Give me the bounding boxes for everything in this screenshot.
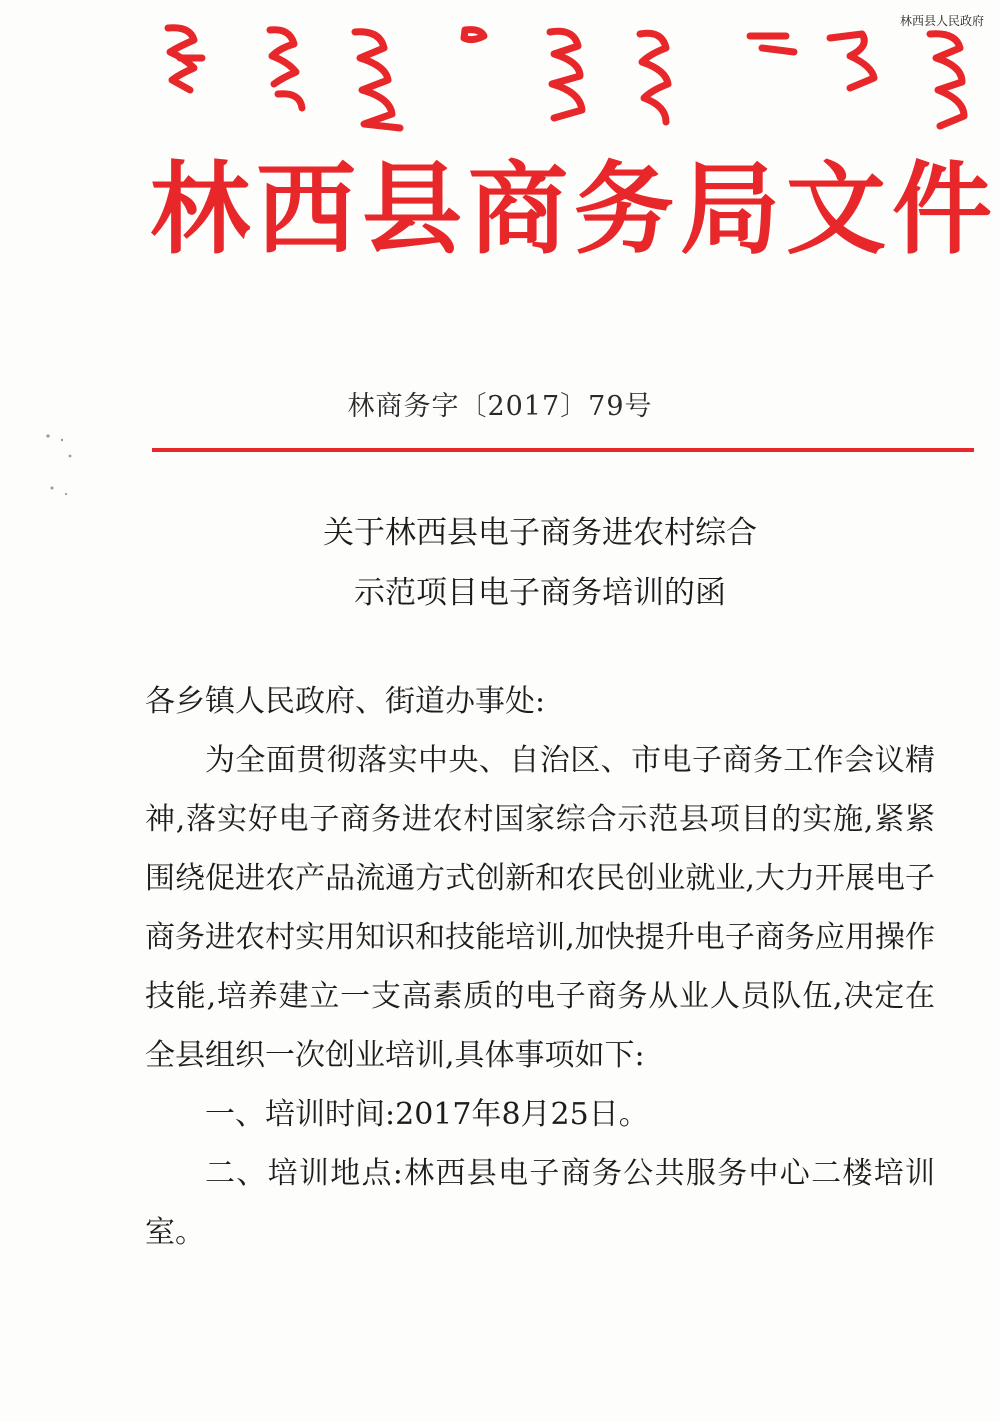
item-training-location: 二、培训地点:林西县电子商务公共服务中心二楼培训室。 (145, 1156, 935, 1250)
salutation: 各乡镇人民政府、街道办事处: (145, 684, 546, 719)
document-title-line-2: 示范项目电子商务培训的函 (354, 575, 726, 611)
corner-source-tag: 林西县人民政府 (899, 14, 984, 28)
document-number: 林商务字〔2017〕79号 (347, 391, 653, 422)
issuer-header-title: 林西县商务局文件 (150, 151, 998, 268)
scan-noise-marks (40, 430, 80, 510)
red-divider-line (152, 448, 974, 452)
document-body (145, 672, 935, 1262)
mongolian-header-script (150, 18, 980, 138)
document-title (0, 503, 1000, 623)
item-training-time: 一、培训时间:2017年8月25日。 (205, 1097, 649, 1132)
document-title-line-1: 关于林西县电子商务进农村综合 (323, 515, 757, 551)
body-paragraph-intro: 为全面贯彻落实中央、自治区、市电子商务工作会议精神,落实好电子商务进农村国家综合示范县项目的实施,紧紧围绕促进农产品流通方式创新和农民创业就业,大力开展电子商务进农村实用知识和技能培训,加快提升电子商务应用操作技能,培养建立一支高素质的电子商务从业人员队伍,决定在全县组织一次创业培训,具体事项如下: (145, 743, 935, 1073)
